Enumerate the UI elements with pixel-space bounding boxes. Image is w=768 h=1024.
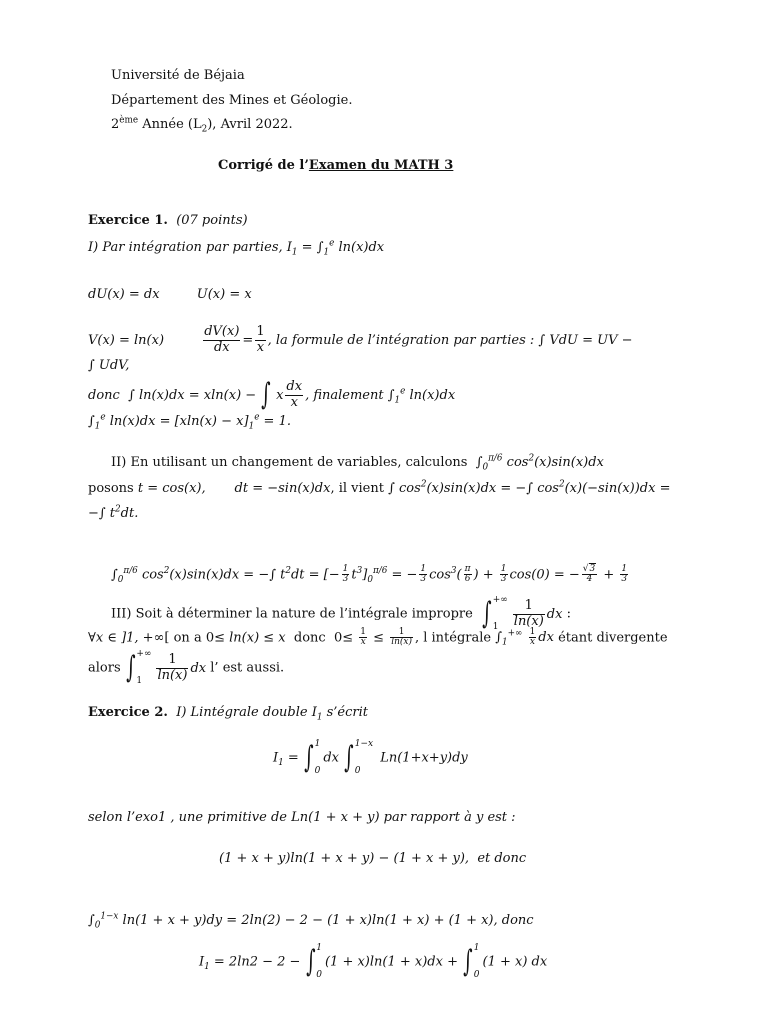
ex1-part3-conclusion: alors ∫ +∞ 1 $\frac{1}{\ln(x)}$ dx l’ est aussi.	[88, 649, 285, 686]
year-line: 2ème Année $(L_2)$, Avril 2022.	[111, 115, 293, 135]
ex1-result-line: $\int_1^e$ $\ln(x)dx = [xln(x) - x]_1^e = 1$.	[88, 412, 291, 432]
ex2-selon-line: selon l’exo1 , une primitive de Ln(1 + x + y) par rapport à y est :	[88, 810, 516, 825]
page-title: Corrigé de l’Examen du MATH 3	[218, 158, 454, 173]
ex1-part2-result: $\int_0^{\pi/6}$ $\cos^2(x)\sin(x)dx$ = −∫ $t^2dt$ = [− $\frac{1}{3}$ $t^3]_0^{\pi/6}$ = − $\frac{1}{3}$ $\cos^3$( $\frac{\pi}{6}$ ) + $\frac{1}{3}$ cos(0) = − $\frac{√3}{4}$ + $\frac{1}{3}$	[111, 564, 628, 586]
ex1-du-u-line: dU(x) = dx U(x) = x	[88, 287, 252, 302]
ex2-inner-result: $\int_0^{1-x}$ ln(1 + x + y)dy = 2ln(2) − 2 − (1 + x)ln(1 + x) + (1 + x), donc	[88, 911, 534, 931]
exercise-1-heading: Exercice 1. (07 points)	[88, 213, 248, 228]
university-name: Université de Béjaia	[111, 68, 245, 83]
ex1-part3-line: III) Soit à déterminer la nature de l’intégrale impropre ∫ +∞ 1 $\frac{1}{\ln(x)}$ dx :	[111, 595, 571, 632]
ex1-v-line-cont: ∫ UdV,	[88, 358, 130, 373]
ex1-posons-line: posons t = cos(x), dt = −sin(x)dx, il vient ∫ $\cos^2(x)\sin(x)dx$ = −∫ $\cos^2(x)(-\sin(x))dx$ =	[88, 479, 671, 496]
ex1-part2-line: II) En utilisant un changement de variables, calculons $\int_0^{\pi/6}$ $\cos^2(x)\sin(x)dx$	[111, 453, 604, 473]
ex1-posons-line-cont: −∫ $t^2dt$.	[88, 504, 139, 521]
ex1-v-line: V(x) = ln(x) $\frac{dV(x)}{dx}$ = $\frac{1}{x}$ , la formule de l’intégration par parties : ∫ VdU = UV −	[88, 324, 633, 355]
exercise-2-heading: Exercice 2. I) Lintégrale double $I_1$ s’écrit	[88, 705, 368, 723]
ex1-part3-reason: ∀x ∈ ]1, +∞[ on a 0≤ ln(x) ≤ x donc 0≤ $\frac{1}{x}$ ≤ $\frac{1}{\ln(x)}$ , l intégrale $\int_1^{+\infty}$ $\frac{1}{x}$ dx étant divergente	[88, 627, 668, 649]
ex2-primitive: (1 + x + y)ln(1 + x + y) − (1 + x + y), et donc	[219, 851, 527, 866]
department-name: Département des Mines et Géologie.	[111, 93, 353, 108]
ex1-donc-line: donc ∫ ln(x)dx = xln(x) − ∫ x $\frac{dx}{x}$ , finalement $\int_1^e$ ln(x)dx	[88, 377, 456, 413]
ex1-part1-line: I) Par intégration par parties, $I_1 = \int_1^e$ ln(x)dx	[88, 238, 385, 258]
ex2-final-line: $I_1 = 2\ln 2 - 2$ − ∫ 1 0 (1 + x)ln(1 + x)dx + ∫ 1 0 (1 + x) dx	[199, 943, 548, 980]
ex2-double-integral: $I_1$ = ∫ 1 0 dx ∫ 1−x 0 Ln(1+x+y)dy	[273, 739, 468, 776]
